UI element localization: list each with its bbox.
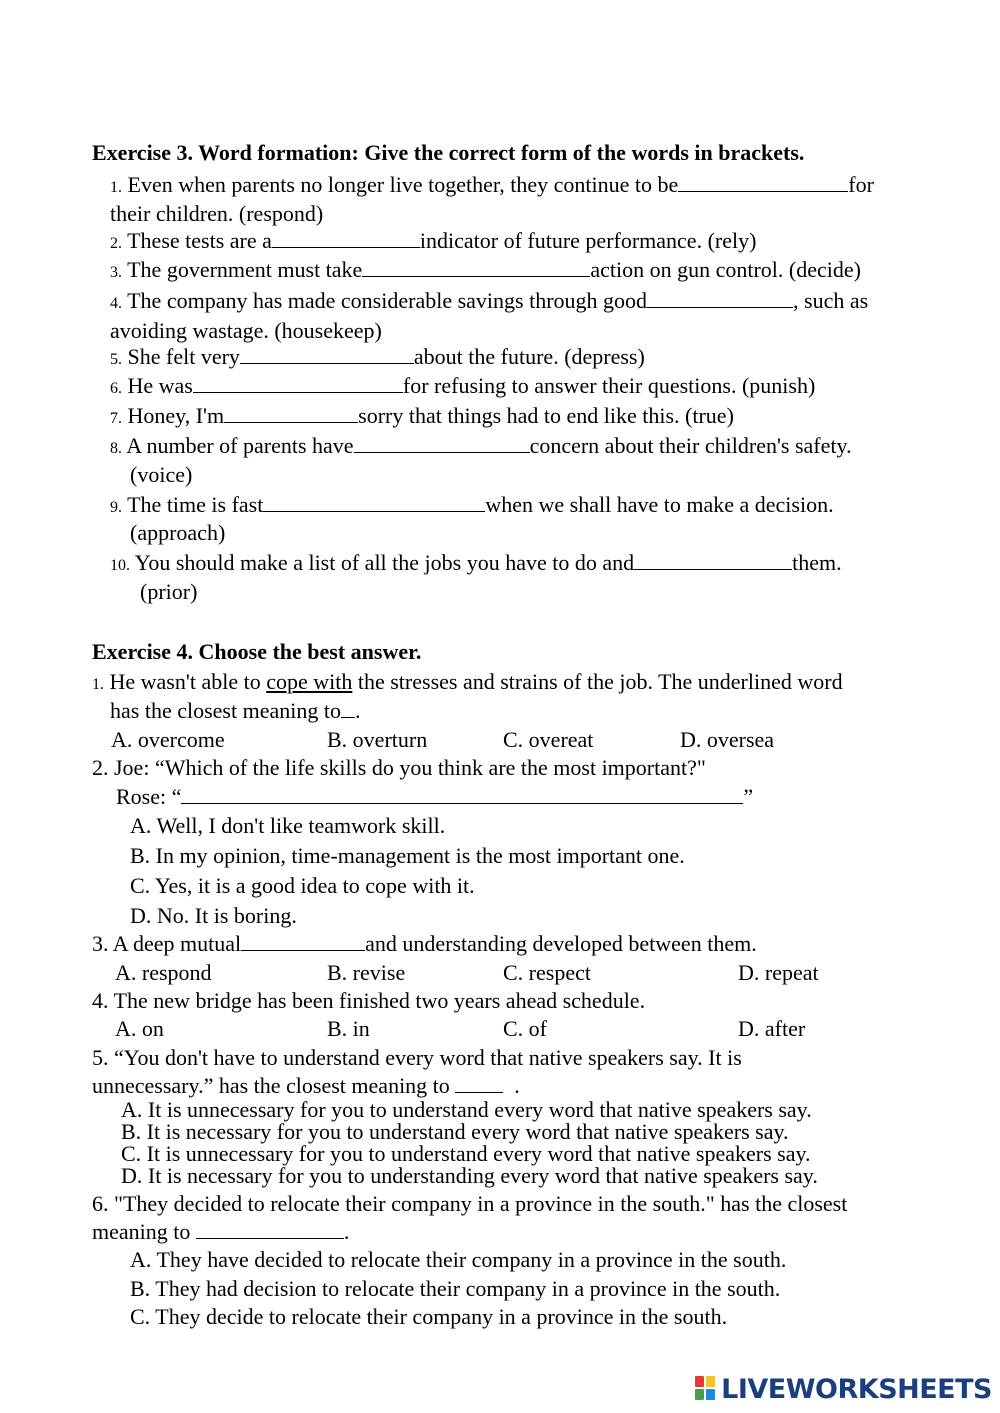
- ex3-item-2: 2. These tests are a indicator of future performance. (rely): [110, 228, 757, 253]
- q5-option-a[interactable]: A. It is unnecessary for you to understand every word that native speakers say.: [121, 1097, 812, 1122]
- q5-option-b[interactable]: B. It is necessary for you to understand every word that native speakers say.: [121, 1119, 789, 1144]
- ex3-item-9-cont: (approach): [130, 520, 226, 545]
- q3-option-a[interactable]: A. respond: [115, 960, 212, 985]
- q5-blank: [455, 1074, 503, 1093]
- q4-option-b[interactable]: B. in: [327, 1016, 370, 1041]
- ex3-item-5: 5. She felt very about the future. (depress): [110, 344, 645, 369]
- ex3-item-10: 10. You should make a list of all the jobs you have to do and them.: [110, 550, 842, 575]
- q4-option-a[interactable]: A. on: [115, 1016, 164, 1041]
- ex3-item-3: 3. The government must take action on gun control. (decide): [110, 257, 861, 282]
- answer-blank-1[interactable]: [678, 173, 848, 192]
- answer-blank-7[interactable]: [224, 404, 358, 423]
- q5-option-c[interactable]: C. It is unnecessary for you to understand every word that native speakers say.: [121, 1141, 811, 1166]
- q3-option-d[interactable]: D. repeat: [738, 960, 819, 985]
- answer-blank-5[interactable]: [240, 345, 414, 364]
- liveworksheets-logo-icon: [695, 1376, 717, 1402]
- answer-blank-10[interactable]: [634, 551, 792, 570]
- ex3-item-8: 8. A number of parents have concern about their children's safety.: [110, 433, 852, 458]
- ex4-question-2: 2. Joe: “Which of the life skills do you think are the most important?": [92, 755, 706, 780]
- answer-blank-8[interactable]: [354, 434, 530, 453]
- ex4-question-3: 3. A deep mutual and understanding developed between them.: [92, 931, 757, 956]
- exercise-3-heading: Exercise 3. Word formation: Give the correct form of the words in brackets.: [92, 140, 805, 165]
- q3-option-c[interactable]: C. respect: [503, 960, 591, 985]
- q1-blank: [341, 699, 355, 718]
- ex4-question-1: 1. He wasn't able to cope with the stresses and strains of the job. The underlined word: [92, 669, 843, 694]
- logo-text: LIVEWORKSHEETS: [721, 1373, 992, 1405]
- ex4-question-6-cont: meaning to .: [92, 1219, 350, 1244]
- ex3-item-8-cont: (voice): [130, 462, 193, 487]
- q6-blank: [196, 1220, 344, 1239]
- answer-blank-6[interactable]: [193, 374, 403, 393]
- q6-option-c[interactable]: C. They decide to relocate their company in a province in the south.: [130, 1304, 728, 1329]
- ex3-item-4: 4. The company has made considerable savings through good , such as: [110, 288, 869, 313]
- ex3-item-10-cont: (prior): [140, 579, 198, 604]
- ex4-question-5: 5. “You don't have to understand every word that native speakers say. It is: [92, 1045, 742, 1070]
- ex4-question-6: 6. "They decided to relocate their company in a province in the south." has the closest: [92, 1191, 848, 1216]
- q4-option-d[interactable]: D. after: [738, 1016, 806, 1041]
- answer-blank-2[interactable]: [272, 229, 420, 248]
- ex3-item-7: 7. Honey, I'm sorry that things had to end like this. (true): [110, 403, 734, 428]
- q4-option-c[interactable]: C. of: [503, 1016, 547, 1041]
- exercise-4-heading: Exercise 4. Choose the best answer.: [92, 639, 422, 664]
- answer-blank-9[interactable]: [263, 493, 485, 512]
- answer-blank-3[interactable]: [362, 258, 590, 277]
- q1-option-c[interactable]: C. overeat: [503, 727, 594, 752]
- q1-option-d[interactable]: D. oversea: [680, 727, 775, 752]
- q2-option-a[interactable]: A. Well, I don't like teamwork skill.: [130, 813, 446, 838]
- q5-option-d[interactable]: D. It is necessary for you to understanding every word that native speakers say.: [121, 1163, 818, 1188]
- q6-option-a[interactable]: A. They have decided to relocate their company in a province in the south.: [130, 1247, 787, 1272]
- ex3-item-6: 6. He was for refusing to answer their questions. (punish): [110, 373, 816, 398]
- q1-option-a[interactable]: A. overcome: [111, 727, 225, 752]
- q2-option-d[interactable]: D. No. It is boring.: [130, 903, 297, 928]
- ex4-question-5-cont: unnecessary.” has the closest meaning to .: [92, 1073, 520, 1098]
- ex4-question-1-cont: has the closest meaning to .: [110, 698, 361, 723]
- q6-option-b[interactable]: B. They had decision to relocate their company in a province in the south.: [130, 1276, 781, 1301]
- q1-option-b[interactable]: B. overturn: [327, 727, 428, 752]
- ex3-item-1-cont: their children. (respond): [110, 201, 324, 226]
- q2-option-c[interactable]: C. Yes, it is a good idea to cope with it.: [130, 873, 475, 898]
- q2-blank: [181, 785, 743, 804]
- ex3-item-9: 9. The time is fast when we shall have to make a decision.: [110, 492, 834, 517]
- ex4-question-4: 4. The new bridge has been finished two years ahead schedule.: [92, 988, 646, 1013]
- q2-option-b[interactable]: B. In my opinion, time-management is the most important one.: [130, 843, 685, 868]
- underlined-word: cope with: [266, 669, 353, 694]
- answer-blank-4[interactable]: [647, 289, 793, 308]
- ex3-item-1: 1. Even when parents no longer live together, they continue to be for: [110, 172, 874, 197]
- liveworksheets-logo[interactable]: [695, 1373, 992, 1405]
- q3-option-b[interactable]: B. revise: [327, 960, 406, 985]
- ex3-item-4-cont: avoiding wastage. (housekeep): [110, 318, 382, 343]
- ex4-question-2-rose: Rose: “ ”: [116, 784, 754, 809]
- q3-blank: [241, 932, 365, 951]
